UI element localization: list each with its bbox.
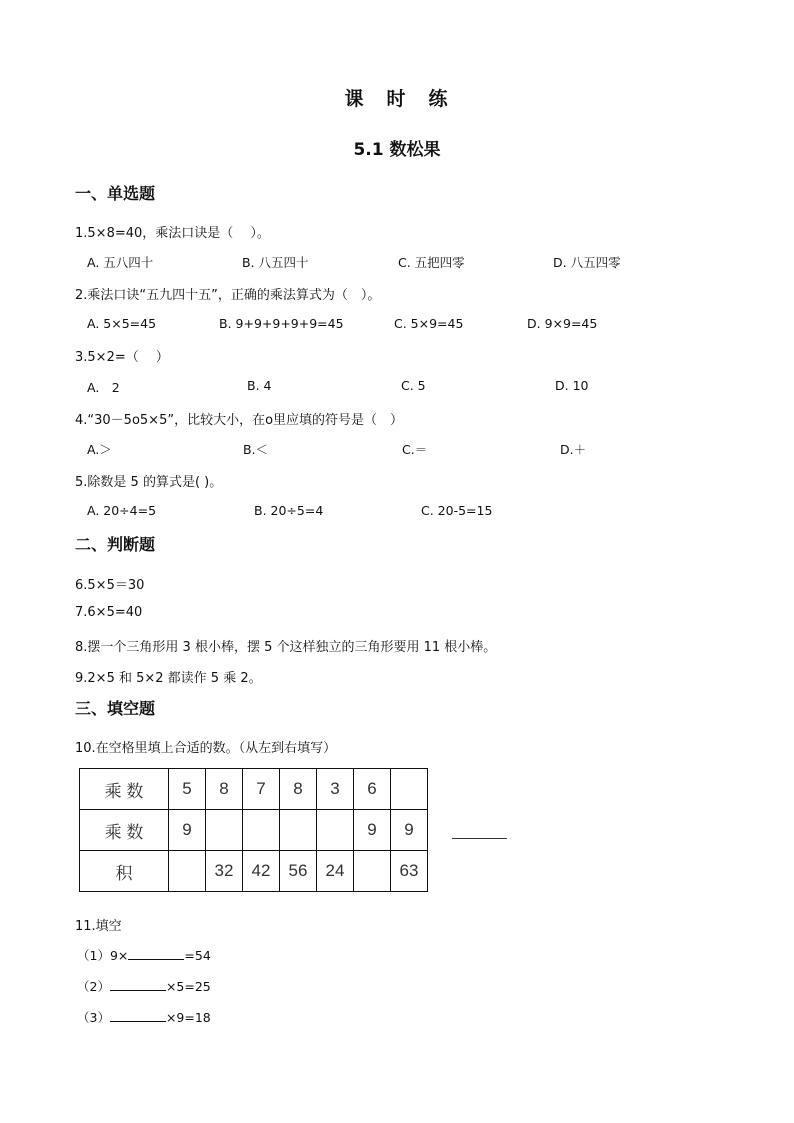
question-10-stem: 10.在空格里填上合适的数。（从左到右填写）	[75, 741, 337, 756]
answer-blank-line[interactable]	[452, 838, 507, 839]
question-2-option-b[interactable]: B. 9+9+9+9+9=45	[219, 316, 344, 331]
fill-item-prefix: （2）	[77, 979, 110, 994]
question-3-option-d[interactable]: D. 10	[555, 378, 589, 393]
section-heading-true-false: 二、判断题	[75, 535, 156, 554]
question-8: 8.摆一个三角形用 3 根小棒，摆 5 个这样独立的三角形要用 11 根小棒。	[75, 640, 497, 655]
question-9: 9.2×5 和 5×2 都读作 5 乘 2。	[75, 671, 262, 686]
question-1-option-b[interactable]: B. 八五四十	[242, 255, 309, 270]
lesson-subtitle: 5.1 数松果	[353, 140, 441, 160]
table-cell[interactable]: 24	[317, 851, 354, 892]
table-cell[interactable]	[243, 810, 280, 851]
fill-blank[interactable]	[110, 978, 166, 991]
question-4-option-c[interactable]: C.＝	[402, 442, 428, 457]
fill-item-suffix: ×9=18	[165, 1010, 211, 1025]
question-2-option-d[interactable]: D. 9×9=45	[527, 316, 598, 331]
table-cell[interactable]: 63	[391, 851, 428, 892]
question-3-option-b[interactable]: B. 4	[247, 378, 272, 393]
question-11-stem: 11.填空	[75, 919, 122, 934]
question-5-option-b[interactable]: B. 20÷5=4	[254, 503, 324, 518]
table-cell[interactable]: 56	[280, 851, 317, 892]
table-cell[interactable]	[280, 810, 317, 851]
fill-item-suffix: =54	[184, 948, 211, 963]
table-cell[interactable]	[317, 810, 354, 851]
question-1-option-a[interactable]: A. 五八四十	[87, 255, 154, 270]
fill-item-prefix: （1）9×	[77, 948, 129, 963]
page-title: 课 时 练	[344, 88, 450, 110]
question-3-option-c[interactable]: C. 5	[401, 378, 426, 393]
table-cell[interactable]: 3	[317, 769, 354, 810]
question-2-option-c[interactable]: C. 5×9=45	[394, 316, 464, 331]
question-5-stem: 5.除数是 5 的算式是( )。	[75, 475, 223, 490]
table-cell[interactable]	[206, 810, 243, 851]
question-4-option-a[interactable]: A.＞	[87, 442, 112, 457]
fill-item-3	[77, 1008, 211, 1026]
row-label: 积	[80, 851, 169, 892]
question-2-stem: 2.乘法口诀“五九四十五”，正确的乘法算式为（ ）。	[75, 288, 381, 303]
table-cell[interactable]: 9	[391, 810, 428, 851]
table-row	[80, 851, 428, 892]
row-label: 乘 数	[80, 769, 169, 810]
multiplication-table	[79, 768, 428, 892]
fill-item-prefix: （3）	[77, 1010, 110, 1025]
fill-item-suffix: ×5=25	[165, 979, 211, 994]
question-3-option-a[interactable]: A. 2	[87, 380, 120, 395]
table-cell[interactable]	[354, 851, 391, 892]
table-cell[interactable]: 9	[354, 810, 391, 851]
table-cell[interactable]	[391, 769, 428, 810]
table-cell[interactable]: 6	[354, 769, 391, 810]
question-5-option-c[interactable]: C. 20-5=15	[421, 503, 493, 518]
table-cell[interactable]: 7	[243, 769, 280, 810]
table-cell[interactable]: 42	[243, 851, 280, 892]
table-cell[interactable]: 8	[280, 769, 317, 810]
question-6: 6.5×5＝30	[75, 578, 145, 593]
row-label: 乘 数	[80, 810, 169, 851]
fill-blank[interactable]	[110, 1009, 166, 1022]
fill-item-2	[77, 977, 211, 995]
table-cell[interactable]: 9	[169, 810, 206, 851]
table-cell[interactable]: 5	[169, 769, 206, 810]
fill-item-1	[77, 946, 211, 964]
question-4-option-d[interactable]: D.＋	[560, 442, 587, 457]
question-1-option-c[interactable]: C. 五把四零	[398, 255, 465, 270]
table-row	[80, 769, 428, 810]
question-3-stem: 3.5×2=（ ）	[75, 350, 169, 365]
fill-blank[interactable]	[128, 947, 184, 960]
table-row	[80, 810, 428, 851]
question-5-option-a[interactable]: A. 20÷4=5	[87, 503, 157, 518]
question-4-stem: 4.“30－5o5×5”，比较大小，在o里应填的符号是（ ）	[75, 413, 404, 428]
question-1-stem: 1.5×8=40，乘法口诀是（ ）。	[75, 226, 270, 241]
table-cell[interactable]	[169, 851, 206, 892]
table-cell[interactable]: 8	[206, 769, 243, 810]
question-7: 7.6×5=40	[75, 605, 143, 620]
section-heading-single-choice: 一、单选题	[75, 184, 156, 203]
question-1-option-d[interactable]: D. 八五四零	[553, 255, 621, 270]
table-cell[interactable]: 32	[206, 851, 243, 892]
section-heading-fill-in: 三、填空题	[75, 699, 156, 718]
question-4-option-b[interactable]: B.＜	[243, 442, 269, 457]
question-2-option-a[interactable]: A. 5×5=45	[87, 316, 157, 331]
